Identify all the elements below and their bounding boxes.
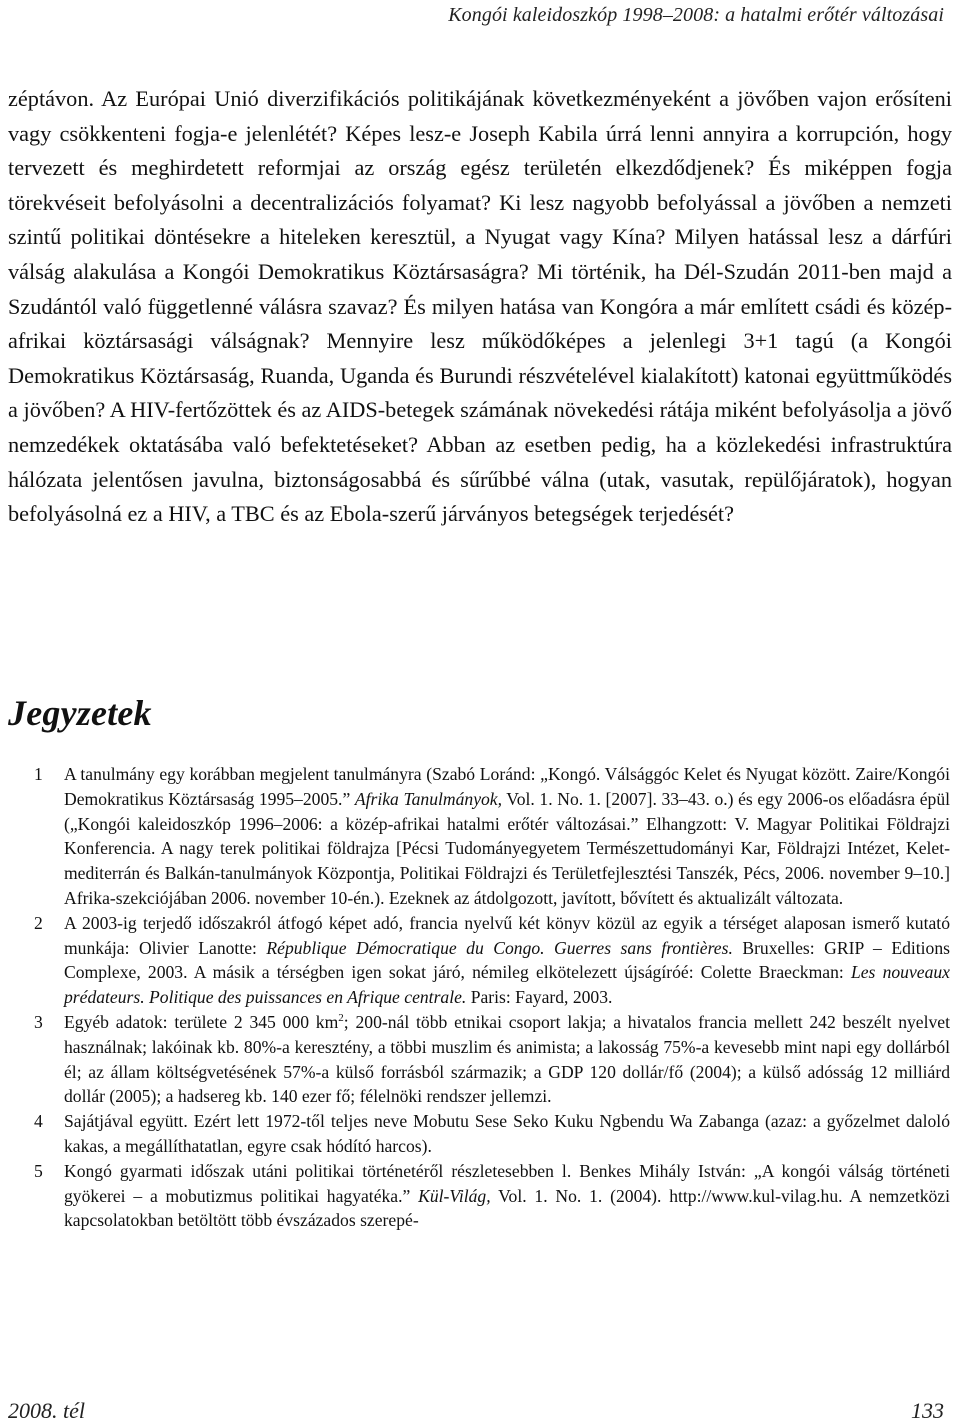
- body-paragraph: zéptávon. Az Európai Unió diverzifikációs politikájának következményeként a jövőben vajon erősíteni vagy csökkenteni fogja-e jelenlétét? Képes lesz-e Joseph Kabila úrrá lenni annyira a korrupción, hogy tervezett és meghirdetett reformjai az ország egész területén elkezdődjenek? És miképpen fogja törekvéseit befolyásolni a decentralizációs folyamat? Ki lesz nagyobb befolyással a jövőben a nemzeti szintű politikai döntésekre a hiteleken keresztül, a Nyugat vagy Kína? Milyen hatással lesz a dárfúri válság alakulása a Kongói Demokratikus Köztársaságra? Mi történik, ha Dél-Szudán 2011-ben majd a Szudántól való függetlenné válásra szavaz? És milyen hatása van Kongóra a már említett csádi és közép-afrikai köztársasági válságnak? Mennyire lesz működőképes a jelenlegi 3+1 tagú (a Kongói Demokratikus Köztársaság, Ruanda, Uganda és Burundi részvételével kialakított) katonai együttműködés a jövőben? A HIV-fertőzöttek és az AIDS-betegek számának növekedési rátája miként befolyásolja a jövő nemzedékek oktatásába való befektetéseket? Abban az esetben pedig, ha a közlekedési infrastruktúra hálózata jelentősen javulna, biztonságosabbá és sűrűbbé válna (utak, vasutak, repülőjáratok), hogyan befolyásolná ez a HIV, a TBC és az Ebola-szerű járványos betegségek terjedését?: [8, 86, 952, 527]
- footnote-number: 5: [34, 1160, 43, 1181]
- footnote-number: 2: [34, 912, 43, 933]
- footnote-text: Sajátjával együtt. Ezért lett 1972-től teljes neve Mobutu Sese Seko Kuku Ngbendu Wa Zabanga (azaz: a győzelmet daloló kakas, a megállíthatatlan, egyre csak hódító harcos).: [64, 1111, 950, 1156]
- footnote-1: [8, 762, 950, 911]
- running-header: Kongói kaleidoszkóp 1998–2008: a hatalmi erőtér változásai: [448, 4, 944, 26]
- footnote-2: [8, 911, 950, 1010]
- footnote-number: 4: [34, 1111, 43, 1132]
- footnote-text: Egyéb adatok: területe 2 345 000 $km^2$; 200-nál több etnikai csoport lakja; a hivatalos francia mellett 242 beszélt nyelvet használnak; lakóinak kb. 80%-a keresztény, a többi muszlim és animista; a lakosság 75%-a kevesebb mint napi egy dollárból él; az állam költségvetésének 57%-a külső forrásból származik; a GDP 120 dollár/fő (2004); a külső adósság 12 milliárd dollár (2005); a hadsereg kb. 140 ezer fő; félelnöki rendszer jellemzi.: [64, 1011, 950, 1107]
- footnote-3: [8, 1010, 950, 1109]
- main-paragraph: [8, 82, 952, 532]
- footnote-number: 1: [34, 764, 43, 784]
- page-number: 133: [911, 1398, 944, 1423]
- footer-issue: 2008. tél: [8, 1398, 85, 1423]
- footnote-5: [8, 1159, 950, 1233]
- notes-heading: Jegyzetek: [8, 693, 152, 733]
- footnote-text: Kongó gyarmati időszak utáni politikai történetéről részletesebben l. Benkes Mihály István: „A kongói válság történeti gyökerei – a mobutizmus politikai hagyatéka.” Kül-Világ, Vol. 1. No. 1. (2004). http://www.kul-vilag.hu. A nemzetközi kapcsolatokban betöltött több évszázados szerepé-: [64, 1160, 951, 1231]
- footnote-text: A 2003-ig terjedő időszakról átfogó képet adó, francia nyelvű két könyv közül az egyik a térséget alaposan ismerő kutató munkája: Olivier Lanotte: République Démocratique du Congo. Guerres sans frontières. Bruxelles: GRIP – Editions Complexe, 2003. A másik a térségben igen sokat járó, némileg elkötelezett újságíróé: Colette Braeckman: Les nouveaux prédateurs. Politique des puissances en Afrique centrale. Paris: Fayard, 2003.: [64, 912, 950, 1008]
- footnote-number: 3: [34, 1011, 43, 1032]
- footnote-4: [8, 1109, 950, 1159]
- footnote-text: A tanulmány egy korábban megjelent tanulmányra (Szabó Loránd: „Kongó. Válsággóc Kelet és Nyugat között. Zaire/Kongói Demokratikus Köztársaság 1995–2005.” Afrika Tanulmányok, Vol. 1. No. 1. [2007]. 33–43. o.) és egy 2006-os előadásra épül („Kongói kaleidoszkóp 1996–2006: a közép-afrikai hatalmi erőtér változásai.” Elhangzott: V. Magyar Politikai Földrajzi Konferencia. A nagy terek politikai földrajza [Pécsi Tudományegyetem Természettudományi Kar, Földrajzi Intézet, Kelet-mediterrán és Balkán-tanulmányok Központja, Politikai Földrajzi és Területfejlesztési Tanszék, Pécs, 2006. november 9–10.] Afrika-szekciójában 2006. november 10-én.). Ezeknek az átdolgozott, javított, bővített és aktualizált változata.: [64, 764, 951, 908]
- footnotes-list: [8, 762, 950, 1233]
